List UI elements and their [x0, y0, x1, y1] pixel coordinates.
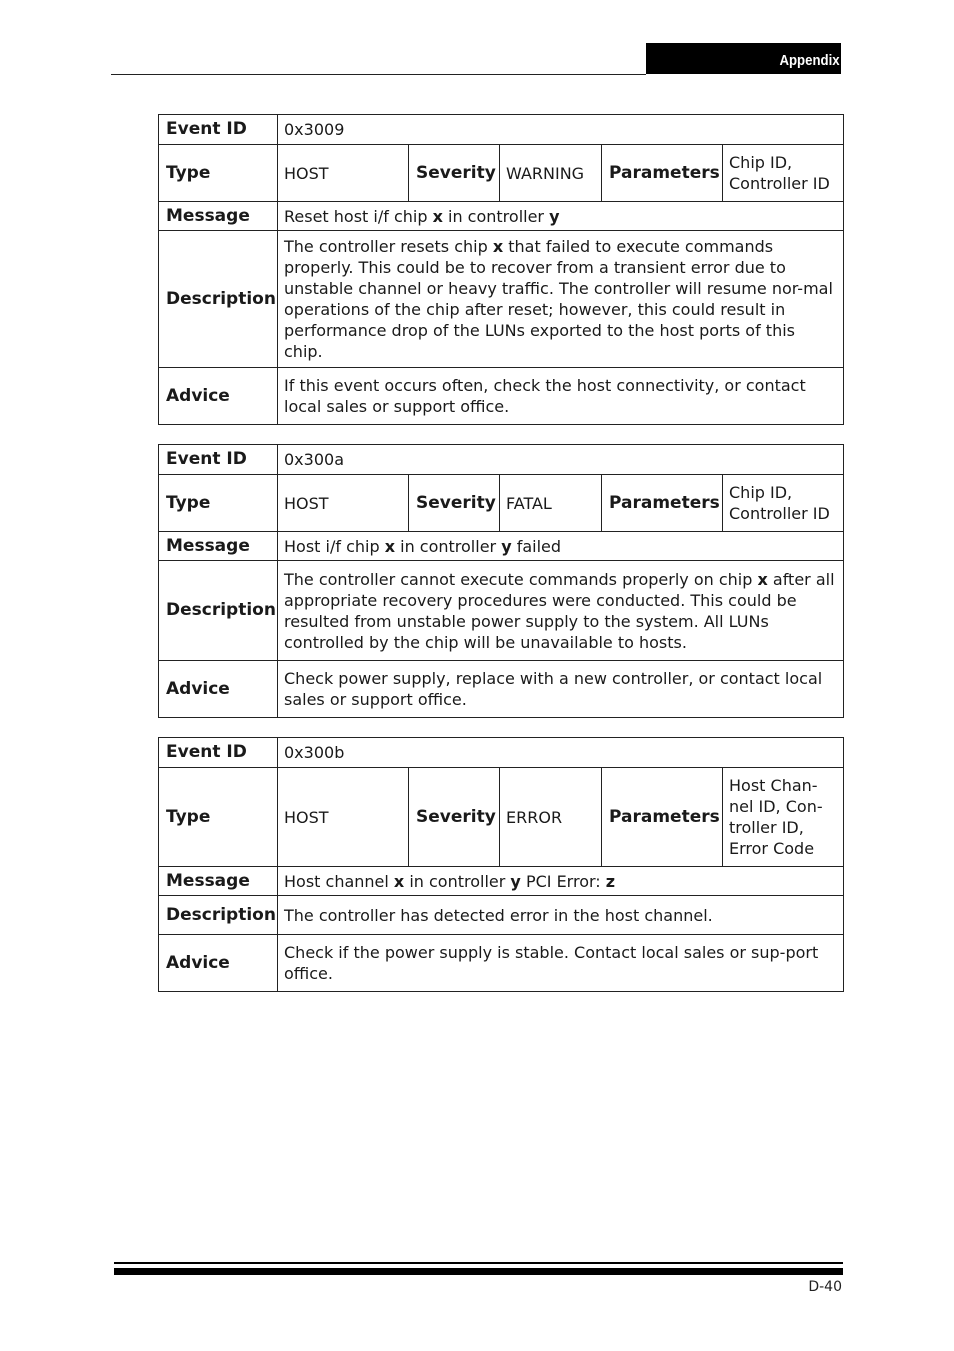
description-label: Description [159, 896, 278, 935]
description-label: Description [159, 561, 278, 661]
message-label: Message [159, 532, 278, 561]
type-label: Type [159, 768, 278, 867]
type-row [159, 475, 844, 532]
message-label: Message [159, 202, 278, 231]
severity-value: WARNING [500, 145, 602, 202]
description-row [159, 896, 844, 935]
parameters-value: Chip ID, Controller ID [723, 145, 844, 202]
description-row [159, 231, 844, 368]
type-row [159, 145, 844, 202]
advice-row [159, 935, 844, 992]
type-value: HOST [278, 768, 409, 867]
advice-label: Advice [159, 368, 278, 425]
event-id-row [159, 115, 844, 145]
description-value: The controller cannot execute commands properly on chip x after all appropriate recovery procedures were conducted. This could be resulted from unstable power supply to the system. All LUNs controlled by the chip will be unavailable to hosts. [278, 561, 844, 661]
section-title: Appendix [779, 52, 840, 69]
description-row [159, 561, 844, 661]
message-label: Message [159, 867, 278, 896]
footer-rule-thin [114, 1262, 843, 1264]
type-value: HOST [278, 475, 409, 532]
severity-value: ERROR [500, 768, 602, 867]
message-value: Reset host i/f chip x in controller y [278, 202, 844, 231]
event-table-0x300a [158, 444, 844, 718]
advice-value: Check if the power supply is stable. Contact local sales or sup-port office. [278, 935, 844, 992]
advice-value: If this event occurs often, check the host connectivity, or contact local sales or support office. [278, 368, 844, 425]
severity-value: FATAL [500, 475, 602, 532]
page-number: D-40 [808, 1279, 842, 1295]
event-table-0x3009 [158, 114, 844, 425]
section-tab [646, 43, 841, 74]
parameters-value: Chip ID, Controller ID [723, 475, 844, 532]
event-id-value: 0x300a [278, 445, 844, 475]
message-value: Host i/f chip x in controller y failed [278, 532, 844, 561]
type-value: HOST [278, 145, 409, 202]
description-label: Description [159, 231, 278, 368]
event-id-label: Event ID [159, 738, 278, 768]
event-id-label: Event ID [159, 115, 278, 145]
parameters-label: Parameters [602, 768, 723, 867]
description-value: The controller has detected error in the host channel. [278, 896, 844, 935]
event-id-label: Event ID [159, 445, 278, 475]
message-value: Host channel x in controller y PCI Error: z [278, 867, 844, 896]
advice-row [159, 661, 844, 718]
parameters-label: Parameters [602, 475, 723, 532]
event-id-value: 0x300b [278, 738, 844, 768]
event-id-row [159, 445, 844, 475]
header-rule [111, 74, 646, 75]
type-row [159, 768, 844, 867]
advice-row [159, 368, 844, 425]
parameters-label: Parameters [602, 145, 723, 202]
event-id-value: 0x3009 [278, 115, 844, 145]
advice-value: Check power supply, replace with a new controller, or contact local sales or support office. [278, 661, 844, 718]
message-row [159, 532, 844, 561]
event-id-row [159, 738, 844, 768]
severity-label: Severity [409, 768, 500, 867]
message-row [159, 867, 844, 896]
advice-label: Advice [159, 661, 278, 718]
severity-label: Severity [409, 145, 500, 202]
footer-rule-thick [114, 1268, 843, 1275]
type-label: Type [159, 475, 278, 532]
severity-label: Severity [409, 475, 500, 532]
description-value: The controller resets chip x that failed to execute commands properly. This could be to recover from a transient error due to unstable channel or heavy traffic. The controller will resume nor-mal operations of the chip after reset; however, this could result in performance drop of the LUNs exported to the host ports of this chip. [278, 231, 844, 368]
advice-label: Advice [159, 935, 278, 992]
type-label: Type [159, 145, 278, 202]
message-row [159, 202, 844, 231]
event-table-0x300b [158, 737, 844, 992]
parameters-value: Host Chan-nel ID, Con-troller ID, Error Code [723, 768, 844, 867]
